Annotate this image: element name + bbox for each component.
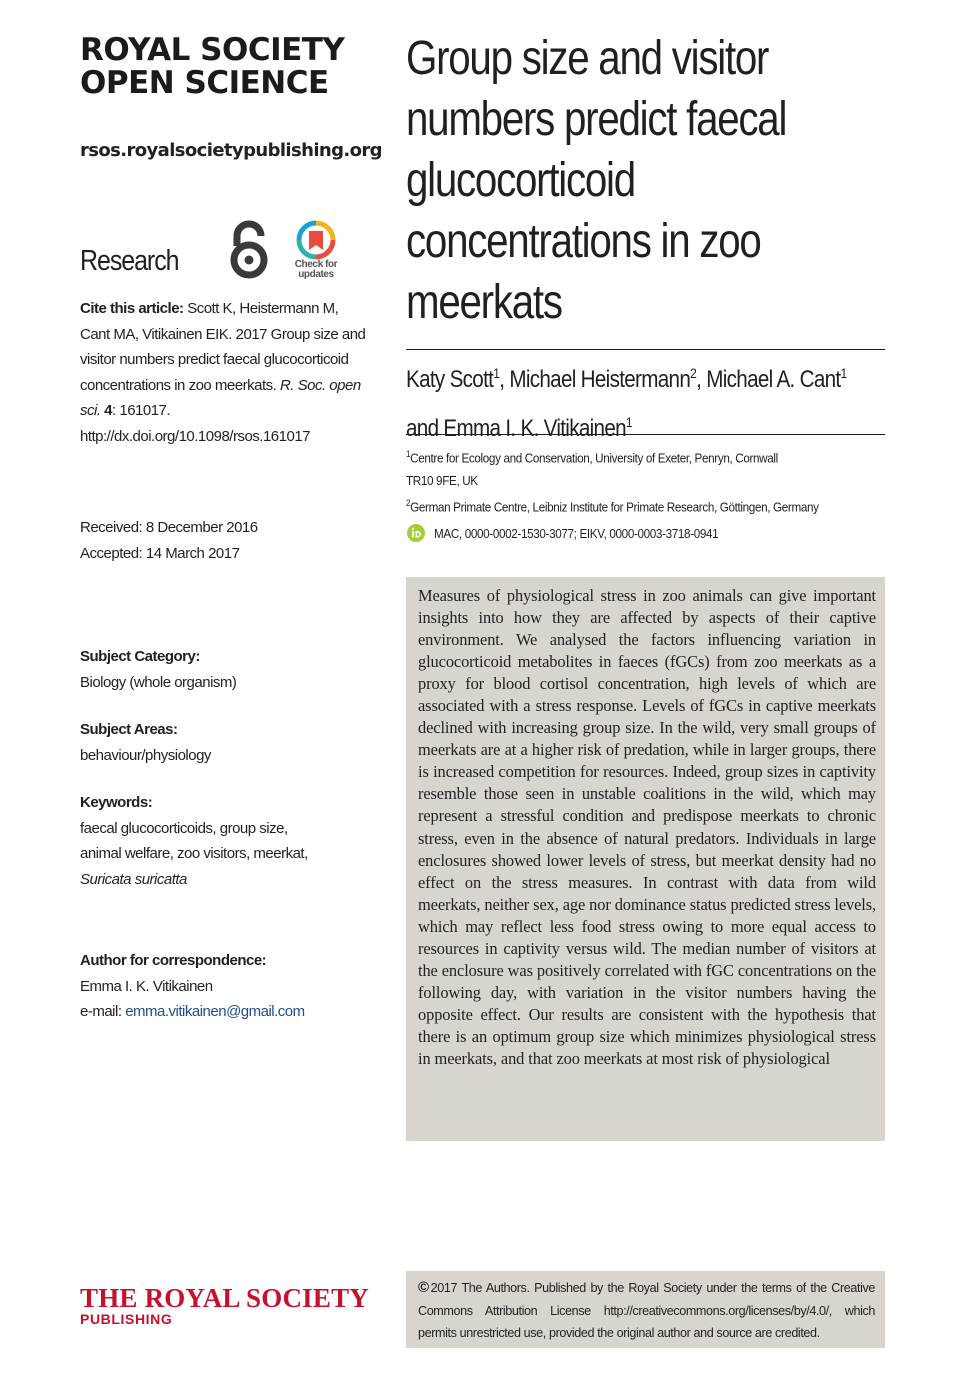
- orcid-icon[interactable]: [407, 524, 425, 542]
- authors-line1: [406, 352, 847, 401]
- citation-text: Scott K, Heistermann M, Cant MA, Vitikainen EIK. 2017 Group size and visitor numbers predict faecal glucocorticoid concentrations in zoo meerkats.: [80, 300, 366, 394]
- affiliation-1-text: Centre for Ecology and Conservation, University of Exeter, Penryn, Cornwall: [410, 450, 778, 466]
- affiliation-1-line1: [406, 443, 837, 469]
- author-affil-sup: 1: [840, 365, 847, 381]
- accepted-date: Accepted: 14 March 2017: [80, 544, 240, 562]
- subject-category-value: Biology (whole organism): [80, 673, 237, 691]
- subject-areas-label: Subject Areas:: [80, 721, 178, 738]
- affiliations: [406, 443, 885, 519]
- author-name: and Emma I. K. Vitikainen: [406, 415, 626, 442]
- title-line: meerkats: [406, 276, 562, 329]
- keywords-line3: Suricata suricatta: [80, 870, 187, 888]
- author-name: Michael Heistermann: [509, 366, 691, 393]
- author-affil-sup: 2: [690, 365, 697, 381]
- correspondence: [80, 948, 370, 1025]
- author-separator: ,: [696, 366, 707, 393]
- dates-block: [80, 515, 370, 566]
- license-text: [418, 1277, 875, 1345]
- subject-category-label: Subject Category:: [80, 648, 200, 665]
- license-box: [406, 1271, 885, 1348]
- affiliation-1-sup: 1: [406, 449, 411, 459]
- copyright-icon: ©: [418, 1279, 429, 1296]
- email-label: e-mail:: [80, 1003, 126, 1021]
- abstract-text: Measures of physiological stress in zoo animals can give important insights into how they are affected by aspects of their captive environment. We analysed the factors influencing variation in glucocorticoid metabolites in faeces (fGCs) from zoo meerkats as a proxy for blood cortisol concentration, high levels of which are associated with a stress response. Levels of fGCs in captive meerkats declined with increasing group size. In the wild, very small groups of meerkats are at a higher risk of predation, while in larger groups, there is increased competition for resources. Indeed, group sizes in captivity resemble those seen in unstable coalitions in the wild, which may represent a stressful condition and predispose meerkats to chronic stress, even in the absence of natural predators. Individuals in large enclosures showed lower levels of stress, but meerkat density had no effect on the stress measures. In contrast with data from wild meerkats, neither sex, age nor dominance status predicted stress levels, which may reflect less food stress owing to more equal access to resources in captivity versus wild. The median number of visitors at the enclosure was positively correlated with fGC concentrations on the following day, with variation in the visitor numbers having the opposite effect. Our results are consistent with the hypothesis that there is an optimum group size which minimizes physiological stress in meerkats, and that zoo meerkats at most risk of physiological: [418, 586, 876, 1068]
- keywords-line1: faecal glucocorticoids, group size,: [80, 819, 288, 837]
- citation-doi[interactable]: http://dx.doi.org/10.1098/rsos.161017: [80, 427, 311, 445]
- publisher-logo-line1: THE ROYAL SOCIETY: [80, 1283, 369, 1313]
- citation-volume: 4: [104, 402, 113, 420]
- affiliation-1-line2: TR10 9FE, UK: [406, 473, 478, 489]
- author-affil-sup: 1: [625, 414, 632, 430]
- correspondence-label: Author for correspondence:: [80, 952, 267, 969]
- journal-name: [80, 34, 380, 100]
- correspondence-name: Emma I. K. Vitikainen: [80, 977, 213, 995]
- title-line: concentrations in zoo: [406, 215, 761, 268]
- author-name: Katy Scott: [406, 366, 494, 393]
- abstract-box: [406, 577, 885, 1141]
- section-label: Research: [80, 245, 179, 277]
- subject-category: [80, 644, 370, 695]
- publisher-logo-line2: PUBLISHING: [80, 1311, 173, 1327]
- received-date: Received: 8 December 2016: [80, 519, 258, 536]
- citation-block: [80, 296, 370, 450]
- affiliation-2-sup: 2: [406, 498, 411, 509]
- author-list: [406, 352, 885, 450]
- citation-journal: R. Soc. open sci.: [80, 376, 361, 420]
- subject-areas: [80, 717, 370, 768]
- journal-name-line1: ROYAL SOCIETY: [80, 32, 345, 68]
- keywords-line2: animal welfare, zoo visitors, meerkat,: [80, 845, 308, 863]
- affiliation-2-line1: [406, 492, 837, 518]
- orcid-ids: MAC, 0000-0002-1530-3077; EIKV, 0000-0003-3718-0941: [434, 526, 719, 541]
- keywords-label: Keywords:: [80, 794, 153, 811]
- authors-top-rule: [406, 349, 885, 350]
- affiliation-2-text: German Primate Centre, Leibniz Institute for Primate Research, Göttingen, Germany: [410, 499, 819, 515]
- title-line: Group size and visitor: [406, 32, 769, 85]
- email-link[interactable]: emma.vitikainen@gmail.com: [125, 1003, 305, 1021]
- publisher-logo[interactable]: [80, 1284, 369, 1326]
- check-for-updates-icon[interactable]: [292, 220, 340, 282]
- check-for-updates-text: Check for updates: [294, 259, 338, 280]
- open-access-lock-icon: [226, 218, 272, 280]
- license-statement: 2017 The Authors. Published by the Royal Society under the terms of the Creative Commons Attribution License http://creativecommons.org/licenses/by/4.0/, which permits unrestricted use, provided the original author and source are credited.: [418, 1281, 875, 1340]
- citation-article-no: : 161017.: [112, 402, 171, 420]
- author-separator: ,: [499, 366, 510, 393]
- journal-name-line2: OPEN SCIENCE: [80, 65, 329, 101]
- title-line: numbers predict faecal: [406, 93, 787, 146]
- journal-url[interactable]: rsos.royalsocietypublishing.org: [80, 140, 382, 161]
- author-name: Michael A. Cant: [706, 366, 841, 393]
- check-for-updates-ring-icon: [292, 220, 340, 260]
- keywords: [80, 790, 370, 892]
- citation-label: Cite this article:: [80, 300, 184, 317]
- article-title: [406, 28, 876, 333]
- author-affil-sup: 1: [493, 365, 500, 381]
- correspondence-email-row: [80, 999, 370, 1025]
- title-line: glucocorticoid: [406, 154, 635, 207]
- subject-areas-value: behaviour/physiology: [80, 746, 211, 764]
- authors-bottom-rule: [406, 434, 885, 435]
